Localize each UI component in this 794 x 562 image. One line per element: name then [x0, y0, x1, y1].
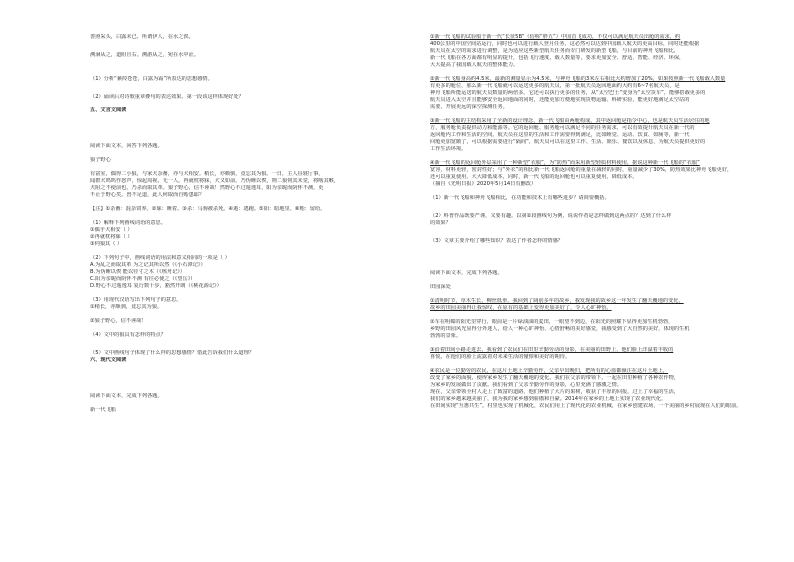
text-line: 喜悦，在他们的脸上流露着对未来生活的憧憬和美好的期待。 — [430, 354, 571, 360]
text-line: 宽容，材料更轻，密封性好；与“外衣”的相比新一代飞船返回舱的重量在减轻的同时，重量减少了30%，防热效果比神舟飞船更好， — [430, 167, 733, 173]
text-line: （2）下列句子中，画线词语的用法和意义相同的一项是（ ） — [90, 255, 230, 261]
text-line: 航天员在太空的需求进行调整，是为适应这些新型航天任务而专门研发的新型飞船，与目前的神舟飞船相比， — [430, 48, 680, 54]
text-line: 溯洄从之，道阻且右。溯游从之，宛在水中沚。 — [90, 52, 199, 58]
text-line — [90, 59, 406, 66]
text-line: 大大提高了我国载人航天的整体能力。 — [430, 62, 519, 68]
text-line — [90, 41, 406, 48]
text-line: 故乡的田园美丽得让我惊叹，在原有的基础上变得更加美好了，令人心旷神怡。 — [430, 305, 612, 311]
text-line: （1）解释下列画线词语的意思。 — [90, 220, 166, 226]
text-line: ②新一代飞船身高约4.5米，最新的测量显示为4.5米，与神舟飞船的3米左右相比大约增加了20%，如果按照新一代飞船载人数量 — [430, 76, 726, 82]
text-line: 【注】①杂畜：混杂饲养。②寐：睡着。③杀：马驹被杀死。④遁：逃跑。⑤阳：暗地里。⑥贻：留给。 — [90, 206, 326, 212]
text-line — [90, 248, 406, 255]
text-line: 不止于野心矣。兽不足道，此人何取而自贻患耶？ — [90, 192, 205, 198]
right-column — [430, 34, 766, 410]
text-line: B.为伪睡以俟 能以径寸之木（《核舟记》） — [90, 269, 186, 275]
text-line — [90, 290, 406, 297]
text-line — [430, 69, 766, 76]
text-line: （1）新一代飞船和神舟飞船相比，在功能和技术上有哪些进步？请简要概括。 — [430, 195, 610, 201]
text-line — [90, 199, 406, 206]
text-line: （3）文章主要介绍了哪些知识？表达了作者怎样的情感？ — [430, 238, 563, 244]
text-line: ①新一代飞船的试验船于新一代“长征5B”（俗称“胖五”）中国首飞成功，不仅可以满足航天员出舱的需求，约 — [430, 34, 681, 40]
text-line: （2）诵读后对诗歌重章叠句的表达效果。第一段该这样体现好处？ — [90, 94, 244, 100]
text-line: 神舟飞船所能运送的航天员数量的两倍多。它还可以执行更多的任务，从“太空巴士”变身为“太空货车”，能够搭载更多的 — [430, 90, 706, 96]
text-line: ①清明时节，草木生长，柳丝低垂，我回到了阔别多年的故乡，我发现我的故乡这一年发生了翻天覆地的变化， — [430, 298, 684, 304]
text-line — [430, 361, 766, 368]
text-line — [430, 206, 766, 213]
text-line: 航天员进入太空并且能够安全返回地面的同时，还能更加方便地实现货物运输、科研实验，能更好地满足太空站的 — [430, 97, 690, 103]
text-line — [90, 83, 406, 90]
text-line: C.阳为亲昵而阴怀不测 有往必使之（《望岳》） — [90, 276, 196, 282]
text-line: 400公里的中国空间站运行，同时也可以进行载人登月任务，这必然可以达到中国载人航天的更高目标，同时还能根据 — [430, 41, 700, 47]
text-line: 阅读下面文本，回答下列各题。 — [90, 143, 163, 149]
text-line: 阅读下面文本，完成下列各题。 — [430, 270, 503, 276]
text-line: ②车在明媚的阳光里穿行，眼前是一片绿油油的麦田，一眼望不到边，在阳光的照耀下显得更加生机勃勃， — [430, 319, 674, 325]
text-line: ①稍长，亦颇驯，竟忘其为狼。 — [90, 304, 163, 310]
text-line — [430, 111, 766, 118]
text-line — [430, 312, 766, 319]
text-line: 改变了家乡的面貌，使得家乡发生了翻天覆地的变化。我们在父亲的带领下，一起在田里种植了各种农作物， — [430, 375, 680, 381]
section-heading: 六、现代文阅读 — [90, 357, 127, 363]
text-line — [430, 291, 766, 298]
text-line: 乡野的田园风光显得分外迷人，给人一种心旷神怡、心情舒畅的美好感觉，我感受到了大自然的美好，体现的生机 — [430, 326, 690, 332]
text-line — [90, 400, 406, 407]
text-line: 工作生活环境。 — [430, 146, 467, 152]
text-line — [430, 188, 766, 195]
text-line: （3）用现代汉语写出下列句子的意思。 — [90, 297, 182, 303]
text-line: 有富室，偶得二小狼，与家犬杂畜，亦与犬相安。稍长，亦颇驯，竟忘其为狼。一日，主人昼寝厅事， — [90, 171, 324, 177]
text-line: 返回舱内工作和生活的空间。航天员在这里的生活和工作需要得到满足，比如睡觉、运动、饮食、如厕等，新一代 — [430, 132, 690, 138]
text-line: 为家乡的发展做出了贡献。我们看到了父亲辛勤劳作的身影，心里充满了感激之情。 — [430, 382, 622, 388]
text-line: A.为乱之而取其革 为之记其所以然（《小石潭记》） — [90, 262, 206, 268]
text-line — [430, 231, 766, 238]
text-line: （4）文中的狼具有怎样的特点？ — [90, 332, 166, 338]
text-line: ④农民是一位勤劳的农民，在这片土地上辛勤劳作，父亲早出晚归，把所有的心血都倾注在这片土地上， — [430, 368, 669, 374]
text-line — [90, 343, 406, 350]
text-line: 新一代飞船在各方面都有明显的提升，包括飞行速度、载人数量等，要求更加安全、舒适、智能、经济、环保， — [430, 55, 685, 61]
text-line: 我们的家乡越来越美丽了，我为我的家乡感到骄傲和自豪。2014年在家乡的土地上实现了农业现代化， — [430, 396, 667, 402]
text-line — [90, 386, 406, 393]
text-line: D.野心不过遁逸耳 复行数十步，豁然开朗（《桃花源记》） — [90, 283, 222, 289]
text-line — [430, 263, 766, 270]
text-line: 阅读下面文本，完成下列各题。 — [90, 393, 163, 399]
text-line: ③伺狼其（ ） — [90, 241, 123, 247]
text-line: 回舱更加宽敞了，可以根据需要进行“隔间”，航天员可以在这里工作、生活、娱乐、餐饮以及休息，为航天员提供更好的 — [430, 139, 706, 145]
text-line: 有更多的舱位，那么新一代飞船就可以运送更多的航天员，第一批航天员返回地面约大约有6~7名航天员，是 — [430, 83, 680, 89]
section-heading: 五、文言文阅读 — [90, 107, 127, 113]
text-line — [430, 153, 766, 160]
text-line: 勃勃的景象。 — [430, 333, 462, 339]
text-line — [90, 150, 406, 157]
text-line: （5）文中画线句子体现了什么样的思想感情？借此告诉我们什么道理？ — [90, 350, 255, 356]
text-line: 狼子野心 — [90, 157, 111, 163]
text-line: ④新一代飞船的返回舱外层采用了一种新型“衣服”，为“防热”而采用新型轻质材料使用，据说这种新一代飞船的“衣服” — [430, 160, 700, 166]
text-line: ①偶乎犬相安（ ） — [90, 227, 133, 233]
text-line — [90, 311, 406, 318]
text-line: 闻群犬呜呜作怒声，惊起周视，无一人。再就枕将寐，犬又如前。乃伪睡以俟，则二狼伺其未觉，将啮其喉， — [90, 178, 340, 184]
text-line: 新一代飞船 — [90, 407, 116, 413]
text-line — [90, 136, 406, 143]
text-line: 在田间实现“互惠共生”。村里也实现了机械化，农民们用上了现代化的农业机械，在家乡创建农场，一个美丽的乡村展现在人们的眼前。 — [430, 403, 742, 409]
text-line: （2）科普作品既要严谨，又要有趣。以第②段画线句为例，说说作者是怎样做到这两点的？达到了什么样 — [430, 213, 672, 219]
text-line — [90, 213, 406, 220]
text-line — [430, 277, 766, 284]
left-column — [90, 34, 406, 414]
text-line: 田园深处 — [430, 284, 451, 290]
text-line: 犬阻之不使前也。乃杀而取其革。狼子野心，信不诬哉！然野心不过遁逸耳，阳为亲昵而阴怀不测，更 — [90, 185, 324, 191]
text-line: 方，服务舱负责提供动力和能源等。它的返回舱、服务舱可以满足不同的任务需求，可以有效提升航天员在新一代的 — [430, 125, 695, 131]
text-line: 善照采头，白露未已，所谓伊人，在水之涘。 — [90, 34, 194, 40]
text-line: 需要，开展更远的深空探测任务。 — [430, 104, 508, 110]
text-line — [90, 164, 406, 171]
text-line — [90, 325, 406, 332]
text-line: （摘自《光明日报》2020年5月14日有删改） — [430, 181, 537, 187]
text-line: ③沿着田间小路走进去，我看到了农民们在田里辛勤劳动的身影，在美丽的田野上，他们脸上洋溢着丰收的 — [430, 347, 674, 353]
text-line: ②狼子野心，信不诬哉！ — [90, 318, 147, 324]
text-line: 的效果？ — [430, 220, 451, 226]
text-line: ③新一代飞船的主结构采用了全新的设计理念，新一代飞船由两舱构成，其中返回舱是指令中心，也是航天员生活居住的地 — [430, 118, 710, 124]
text-line: （1）分析“蒹葭苍苍，白露为霜”所表达的思想感情。 — [90, 76, 213, 82]
text-line: 现在，父亲带领全村人走上了致富的道路，他们种植了大片的果树，收获了丰厚的回报，过上了幸福的生活， — [430, 389, 680, 395]
text-line — [430, 340, 766, 347]
text-line: ②再就枕将寐（ ） — [90, 234, 133, 240]
text-line: 还可以重复使用，大大降低成本，同时，新一代飞船的返回舱也可以重复使用，降低成本。 — [430, 174, 638, 180]
